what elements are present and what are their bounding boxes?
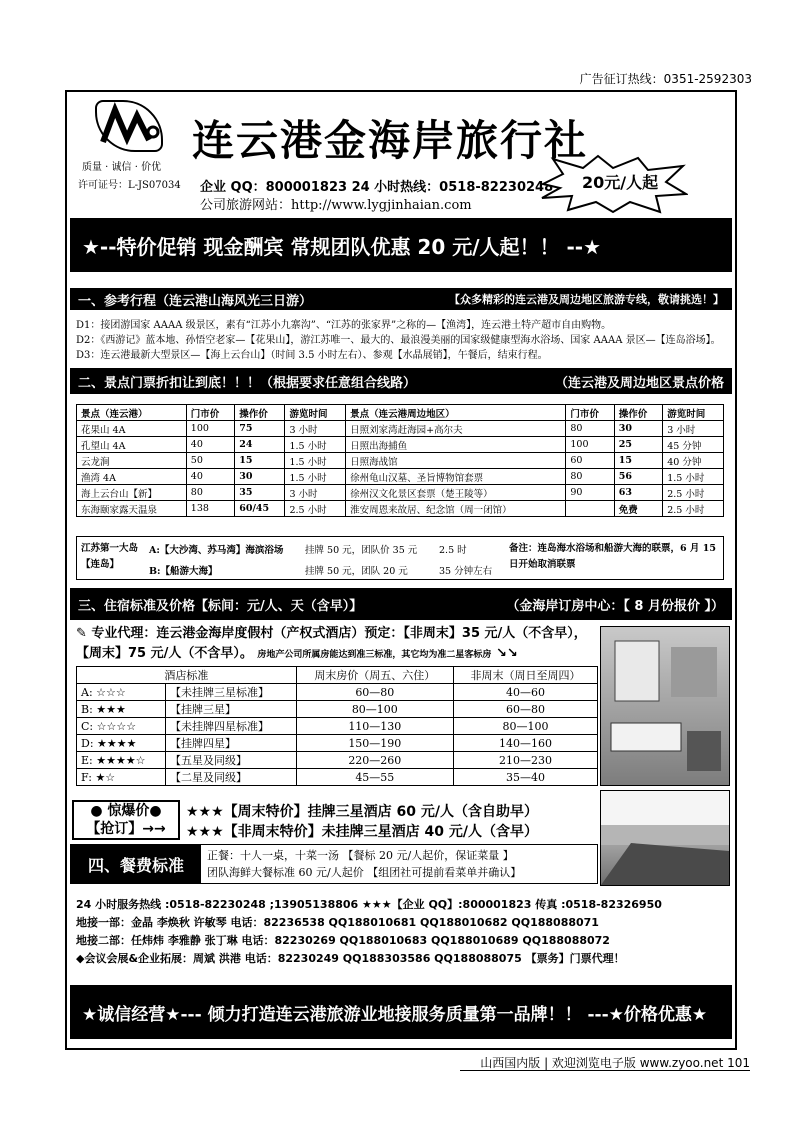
hotel-standard: 【二星及同级】 — [165, 769, 296, 786]
table-row — [77, 701, 598, 718]
ticket-cell: 淮安周恩来故居、纪念馆（周一闭馆） — [346, 501, 566, 517]
island-box — [76, 536, 724, 580]
ticket-cell: 1.5 小时 — [285, 453, 346, 469]
section-hotel-note: （金海岸订房中心：【 8 月份报价 】） — [506, 598, 724, 614]
hotel-grade: C: ☆☆☆☆ — [77, 718, 166, 735]
island-option-a: A:【大沙湾、苏马湾】海滨浴场 — [149, 545, 284, 556]
promo-banner: ★--特价促销 现金酬宾 常规团队优惠 20 元/人起！！ --★ — [70, 218, 732, 272]
ticket-cell: 100 — [566, 437, 614, 453]
meal-details — [207, 847, 521, 881]
ticket-cell: 40 — [186, 437, 234, 453]
ticket-cell: 2.5 小时 — [663, 485, 724, 501]
itinerary-day-3: D3：连云港最新大型景区—【海上云台山】（时间 3.5 小时左右）、参观【水晶展销】，午餐后，结束行程。 — [76, 350, 548, 361]
island-label: 江苏第一大岛【连岛】 — [81, 543, 139, 570]
ticket-cell: 花果山 4A — [77, 421, 187, 437]
ticket-cell: 孔望山 4A — [77, 437, 187, 453]
table-row — [77, 421, 724, 437]
table-row — [77, 485, 724, 501]
section-hotel-header — [70, 588, 732, 620]
ticket-cell: 80 — [566, 469, 614, 485]
ticket-cell: 2.5 小时 — [663, 501, 724, 517]
ticket-cell: 1.5 小时 — [285, 469, 346, 485]
burst-price: 20元/人起 — [582, 173, 659, 192]
ticket-cell: 50 — [186, 453, 234, 469]
island-option-a-time: 2.5 时 — [439, 545, 467, 556]
ticket-cell: 24 — [235, 437, 285, 453]
hotel-weekday-price: 60—80 — [453, 701, 597, 718]
section-itinerary-note: 【众多精彩的连云港及周边地区旅游专线，敬请挑选！】 — [449, 293, 724, 306]
seaside-image — [601, 791, 729, 885]
ticket-col-header: 景点（连云港） — [77, 405, 187, 421]
hotel-standard: 【五星及同级】 — [165, 752, 296, 769]
qq-hotline: 企业 QQ：800001823 24 小时热线：0518-82230248 — [200, 180, 554, 195]
ticket-cell: 45 分钟 — [663, 437, 724, 453]
agent-text: 专业代理：连云港金海岸度假村（产权式酒店）预定：【非周末】35 元/人（不含早），【周末】75 元/人（不含早）。 — [76, 626, 587, 661]
ticket-cell: 东海颐家露天温泉 — [77, 501, 187, 517]
hotel-weekend-price: 60—80 — [296, 684, 453, 701]
table-row — [77, 437, 724, 453]
hotel-weekend-price: 45—55 — [296, 769, 453, 786]
ticket-cell: 3 小时 — [663, 421, 724, 437]
ticket-cell: 138 — [186, 501, 234, 517]
ticket-cell: 3 小时 — [285, 485, 346, 501]
ticket-col-header: 操作价 — [235, 405, 285, 421]
ticket-col-header: 门市价 — [186, 405, 234, 421]
ticket-col-header: 游览时间 — [663, 405, 724, 421]
table-row — [77, 684, 598, 701]
ticket-cell: 90 — [566, 485, 614, 501]
section-tickets-header — [70, 368, 732, 394]
ticket-cell: 免费 — [614, 501, 662, 517]
ticket-cell: 35 — [235, 485, 285, 501]
bottom-slogan-banner: ★诚信经营★--- 倾力打造连云港旅游业地接服务质量第一品牌！！ ---★价格优惠★ — [70, 985, 732, 1039]
hotel-standard: 【挂牌三星】 — [165, 701, 296, 718]
seaside-photo — [600, 790, 730, 886]
ticket-cell: 75 — [235, 421, 285, 437]
island-option-a-price: 挂牌 50 元，团队价 35 元 — [305, 545, 418, 556]
hotel-weekend-price: 220—260 — [296, 752, 453, 769]
ticket-cell: 60/45 — [235, 501, 285, 517]
hotel-standard: 【挂牌四星】 — [165, 735, 296, 752]
ticket-cell: 渔湾 4A — [77, 469, 187, 485]
contact-line: 地接一部：金晶 李焕秋 许敏琴 电话：82236538 QQ188010681 QQ188010682 QQ188088071 — [76, 916, 599, 929]
ticket-cell: 日照刘家湾赶海园+高尔夫 — [346, 421, 566, 437]
ticket-cell: 30 — [614, 421, 662, 437]
hotel-col-header: 酒店标准 — [77, 667, 297, 684]
hotel-weekday-price: 140—160 — [453, 735, 597, 752]
hotel-weekend-price: 80—100 — [296, 701, 453, 718]
hotel-weekday-price: 40—60 — [453, 684, 597, 701]
ticket-col-header: 景点（连云港周边地区） — [346, 405, 566, 421]
ticket-cell: 1.5 小时 — [285, 437, 346, 453]
table-row — [77, 752, 598, 769]
table-row — [77, 501, 724, 517]
hotel-grade: E: ★★★★☆ — [77, 752, 166, 769]
license-number: 许可证号：L-JS07034 — [78, 180, 181, 191]
ticket-cell: 日照出海捕鱼 — [346, 437, 566, 453]
section-itinerary-title: 一、参考行程（连云港山海风光三日游） — [78, 293, 313, 309]
flash-sale-box — [72, 800, 180, 840]
ticket-cell: 80 — [186, 485, 234, 501]
ticket-cell: 徐州汉文化景区套票（楚王陵等） — [346, 485, 566, 501]
hotel-standard: 【未挂牌四星标准】 — [165, 718, 296, 735]
table-row — [77, 769, 598, 786]
ticket-col-header: 操作价 — [614, 405, 662, 421]
hotel-table — [76, 666, 598, 786]
ticket-cell: 徐州龟山汉墓、圣旨博物馆套票 — [346, 469, 566, 485]
deal-weekend: ★★★【周末特价】挂牌三星酒店 60 元/人（含自助早） — [186, 804, 538, 820]
hotel-header-row — [77, 667, 598, 684]
hotel-weekend-price: 150—190 — [296, 735, 453, 752]
hotel-grade: B: ★★★ — [77, 701, 166, 718]
agent-note: 房地产公司所属房能达到准三标准，其它均为准二星客标房 — [257, 650, 492, 660]
ticket-cell: 15 — [235, 453, 285, 469]
table-row — [77, 469, 724, 485]
contact-block — [76, 896, 736, 968]
ticket-cell: 1.5 小时 — [663, 469, 724, 485]
ticket-cell — [566, 501, 614, 517]
ticket-cell: 海上云台山【新】 — [77, 485, 187, 501]
meal-section — [70, 844, 598, 884]
section-hotel-title: 三、住宿标准及价格【标间：元/人、天（含早）】 — [78, 598, 363, 614]
hotel-grade: D: ★★★★ — [77, 735, 166, 752]
ad-hotline: 广告征订热线：0351-2592303 — [579, 72, 752, 86]
hotel-weekday-price: 80—100 — [453, 718, 597, 735]
contact-line: 地接二部：任炜炜 李雅静 张丁琳 电话：82230269 QQ188010683 QQ188010689 QQ188088072 — [76, 934, 610, 947]
hotel-grade: A: ☆☆☆ — [77, 684, 166, 701]
island-option-b-time: 35 分钟左右 — [439, 566, 493, 577]
ticket-cell: 30 — [235, 469, 285, 485]
ticket-cell: 25 — [614, 437, 662, 453]
ticket-cell: 15 — [614, 453, 662, 469]
hotel-weekend-price: 110—130 — [296, 718, 453, 735]
ticket-cell: 100 — [186, 421, 234, 437]
ticket-cell: 63 — [614, 485, 662, 501]
island-note: 备注：连岛海水浴场和船游大海的联票，6 月 15 日开始取消联票 — [509, 543, 716, 570]
pen-icon: ✎ — [76, 626, 92, 641]
itinerary-list — [76, 318, 731, 363]
ticket-col-header: 门市价 — [566, 405, 614, 421]
arrow-icon: ↘↘ — [491, 646, 518, 661]
meal-label: 四、餐费标准 — [71, 845, 201, 883]
flash-sale-label: ● 惊爆价● — [90, 803, 162, 819]
ticket-cell: 80 — [566, 421, 614, 437]
hotel-col-header: 周末房价（周五、六住） — [296, 667, 453, 684]
book-now-label: 【抢订】→→ — [86, 821, 166, 837]
ticket-cell: 3 小时 — [285, 421, 346, 437]
slogan: 质量 · 诚信 · 价优 — [82, 162, 162, 173]
agent-info — [70, 624, 596, 665]
island-option-b: B:【船游大海】 — [149, 566, 218, 577]
table-row — [77, 718, 598, 735]
ticket-cell: 60 — [566, 453, 614, 469]
itinerary-day-1: D1：接团游国家 AAAA 级景区，素有“江苏小九寨沟”、“江苏的张家界”之称的—【渔湾】，连云港土特产超市自由购物。 — [76, 320, 612, 331]
hotel-standard: 【未挂牌三星标准】 — [165, 684, 296, 701]
logo-mountain-icon — [97, 102, 161, 150]
ticket-header-row — [77, 405, 724, 421]
contact-line: 24 小时服务热线 :0518-82230248 ;13905138806 ★★★【企业 QQ】:800001823 传真 :0518-82326950 — [76, 898, 662, 911]
hotel-col-header: 非周末（周日至周四） — [453, 667, 597, 684]
island-option-b-price: 挂牌 50 元，团队 20 元 — [305, 566, 408, 577]
section-itinerary-header — [70, 288, 732, 310]
section-tickets-note: （连云港及周边地区景点价格 — [554, 375, 724, 391]
contact-line: ◆会议会展&企业拓展：周斌 洪港 电话：82230249 QQ188303586 QQ188088075 【票务】门票代理！ — [76, 952, 625, 965]
ticket-table — [76, 404, 724, 517]
ticket-cell: 56 — [614, 469, 662, 485]
section-tickets-title: 二、景点门票折扣让到底！！！（根据要求任意组合线路） — [78, 375, 417, 391]
table-row — [77, 453, 724, 469]
page-footer: 山西国内版 | 欢迎浏览电子版 www.zyoo.net 101 — [480, 1056, 750, 1070]
hotel-weekday-price: 210—230 — [453, 752, 597, 769]
meal-seafood: 团队海鲜大餐标准 60 元/人起价 【组团社可提前看菜单并确认】 — [207, 866, 522, 879]
company-logo — [95, 100, 163, 152]
company-title: 连云港金海岸旅行社 — [192, 116, 589, 165]
hotel-weekday-price: 35—40 — [453, 769, 597, 786]
special-deals — [186, 802, 538, 842]
price-burst — [538, 154, 688, 214]
ticket-cell: 40 分钟 — [663, 453, 724, 469]
table-row — [77, 735, 598, 752]
ticket-cell: 40 — [186, 469, 234, 485]
ticket-cell: 云龙涧 — [77, 453, 187, 469]
ticket-cell: 日照海战馆 — [346, 453, 566, 469]
website-link[interactable]: 公司旅游网站：http://www.lygjinhaian.com — [200, 198, 472, 213]
hotel-room-photo — [600, 626, 730, 786]
hotel-grade: F: ★☆ — [77, 769, 166, 786]
meal-standard: 正餐：十人一桌，十菜一汤 【餐标 20 元/人起价，保证菜量 】 — [207, 849, 514, 862]
ticket-col-header: 游览时间 — [285, 405, 346, 421]
deal-weekday: ★★★【非周末特价】未挂牌三星酒店 40 元/人（含早） — [186, 824, 538, 840]
itinerary-day-2: D2：《西游记》蓝本地、孙悟空老家—【花果山】，游江苏唯一、最大的、最浪漫美丽的国家级健康型海水浴场、国家 AAAA 景区—【连岛浴场】。 — [76, 335, 721, 346]
ticket-cell: 2.5 小时 — [285, 501, 346, 517]
hotel-room-image — [601, 627, 729, 785]
